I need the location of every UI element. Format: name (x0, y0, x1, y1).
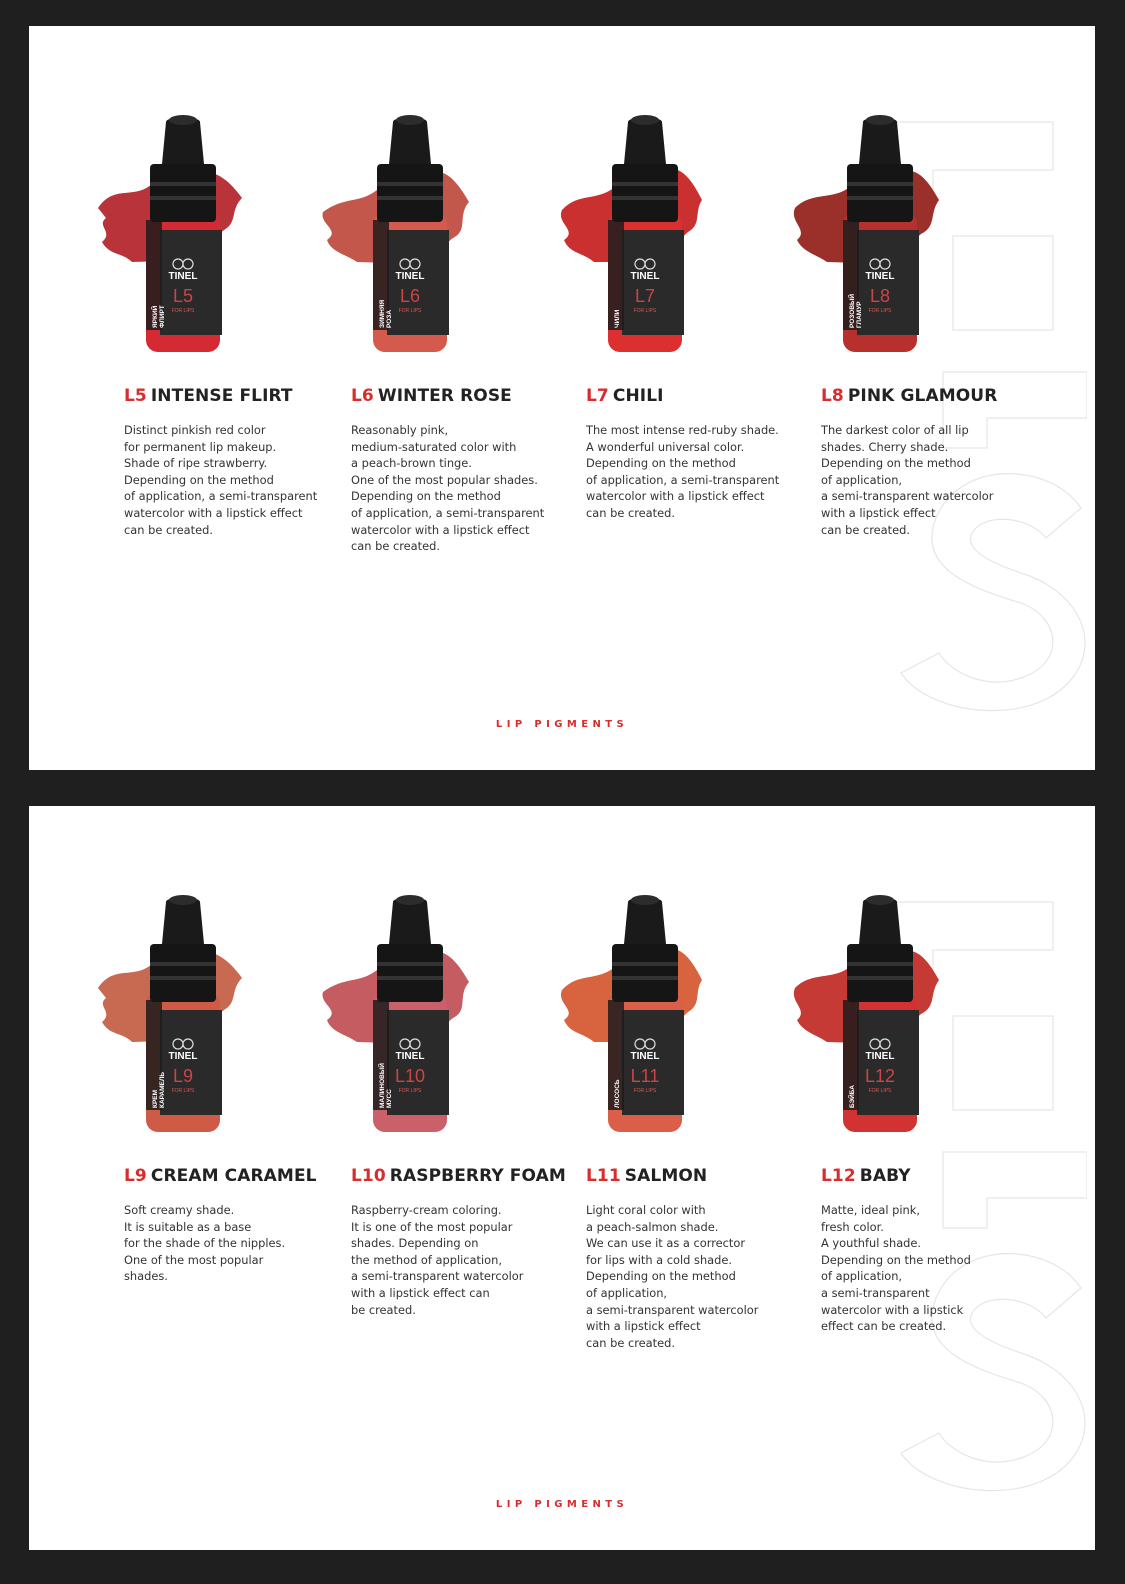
product-card-l8[interactable] (821, 26, 1051, 586)
pigment-bottle-image (319, 112, 479, 362)
svg-text:L10: L10 (394, 1066, 426, 1086)
svg-text:TINEL: TINEL (865, 271, 895, 282)
svg-text:L8: L8 (869, 286, 891, 306)
svg-text:FOR LIPS: FOR LIPS (868, 308, 892, 314)
product-description: The darkest color of all lip shades. Cherry shade. Depending on the method of application, a semi-transparent watercolor with a lipstick effect can be created. (821, 423, 994, 537)
pigment-bottle-image (789, 112, 949, 362)
pigment-bottle-image (319, 892, 479, 1142)
svg-text:L9: L9 (172, 1066, 194, 1086)
page-footer: LIP PIGMENTS (495, 1499, 629, 1510)
svg-text:TINEL: TINEL (168, 1051, 198, 1062)
bottle-label-ru: ЛОСОСЬ (614, 1079, 621, 1108)
bottle-label-ru: РОЗОВЫЙГЛАМУР (849, 293, 863, 328)
product-card-l7[interactable] (586, 26, 816, 586)
svg-text:L5: L5 (172, 286, 194, 306)
product-title: L6 WINTER ROSE (351, 386, 512, 406)
catalog-page-1 (29, 26, 1095, 770)
svg-text:FOR LIPS: FOR LIPS (398, 308, 422, 314)
svg-text:FOR LIPS: FOR LIPS (171, 308, 195, 314)
svg-text:FOR LIPS: FOR LIPS (633, 308, 657, 314)
bottle-label-ru: МАЛИНОВЫЙМУСС (379, 1063, 393, 1108)
svg-text:FOR LIPS: FOR LIPS (171, 1088, 195, 1094)
product-title: L8 PINK GLAMOUR (821, 386, 998, 406)
bottle-label-ru: БЭЙБА (849, 1085, 856, 1108)
product-card-l12[interactable] (821, 806, 1051, 1366)
pigment-bottle-image (92, 892, 252, 1142)
svg-text:FOR LIPS: FOR LIPS (398, 1088, 422, 1094)
bottle-label-ru: ЯРКИЙФЛИРТ (152, 305, 166, 328)
svg-text:L7: L7 (634, 286, 656, 306)
product-description: Soft creamy shade. It is suitable as a base for the shade of the nipples. One of the most popular shades. (124, 1203, 286, 1284)
product-description: Light coral color with a peach-salmon shade. We can use it as a corrector for lips with a cold shade. Depending on the method of application, a semi-transparent watercolor with a lipstick effect can be created. (586, 1203, 759, 1350)
product-title: L9 CREAM CARAMEL (124, 1166, 317, 1186)
svg-text:L12: L12 (864, 1066, 896, 1086)
product-title: L11 SALMON (586, 1166, 708, 1186)
product-description: Matte, ideal pink, fresh color. A youthful shade. Depending on the method of application, a semi-transparent watercolor with a lipstick effect can be created. (821, 1203, 971, 1334)
svg-text:TINEL: TINEL (630, 271, 660, 282)
pigment-bottle-image (554, 112, 714, 362)
pigment-bottle-image (554, 892, 714, 1142)
product-description: Reasonably pink, medium-saturated color with a peach-brown tinge. One of the most popular shades. Depending on the method of application, a semi-transparent watercolor with a lipstick effect can be created. (351, 423, 545, 554)
svg-text:L6: L6 (399, 286, 421, 306)
product-description: Distinct pinkish red color for permanent lip makeup. Shade of ripe strawberry. Depending on the method of application, a semi-transparent watercolor with a lipstick effect can be created. (124, 423, 318, 537)
svg-text:TINEL: TINEL (630, 1051, 660, 1062)
product-title: L12 BABY (821, 1166, 911, 1186)
product-description: The most intense red-ruby shade. A wonderful universal color. Depending on the method of application, a semi-transparent watercolor with a lipstick effect can be created. (586, 423, 780, 520)
product-card-l11[interactable] (586, 806, 816, 1366)
pigment-bottle-image (92, 112, 252, 362)
product-card-l10[interactable] (351, 806, 581, 1366)
svg-text:FOR LIPS: FOR LIPS (868, 1088, 892, 1094)
svg-text:FOR LIPS: FOR LIPS (633, 1088, 657, 1094)
svg-text:TINEL: TINEL (395, 1051, 425, 1062)
product-title: L5 INTENSE FLIRT (124, 386, 293, 406)
product-description: Raspberry-cream coloring. It is one of the most popular shades. Depending on the method of application, a semi-transparent watercolor with a lipstick effect can be created. (351, 1203, 524, 1317)
svg-text:L11: L11 (630, 1066, 660, 1086)
product-card-l6[interactable] (351, 26, 581, 586)
bottle-label-ru: ЗИМНЯЯРОЗА (379, 299, 393, 328)
page-footer: LIP PIGMENTS (495, 719, 629, 730)
product-title: L10 RASPBERRY FOAM (351, 1166, 566, 1186)
pigment-bottle-image (789, 892, 949, 1142)
product-title: L7 CHILI (586, 386, 664, 406)
svg-text:TINEL: TINEL (168, 271, 198, 282)
bottle-label-ru: ЧИЛИ (614, 309, 621, 328)
svg-text:TINEL: TINEL (865, 1051, 895, 1062)
catalog-page-2 (29, 806, 1095, 1550)
svg-text:TINEL: TINEL (395, 271, 425, 282)
bottle-label-ru: КРЕМКАРАМЕЛЬ (152, 1071, 166, 1108)
